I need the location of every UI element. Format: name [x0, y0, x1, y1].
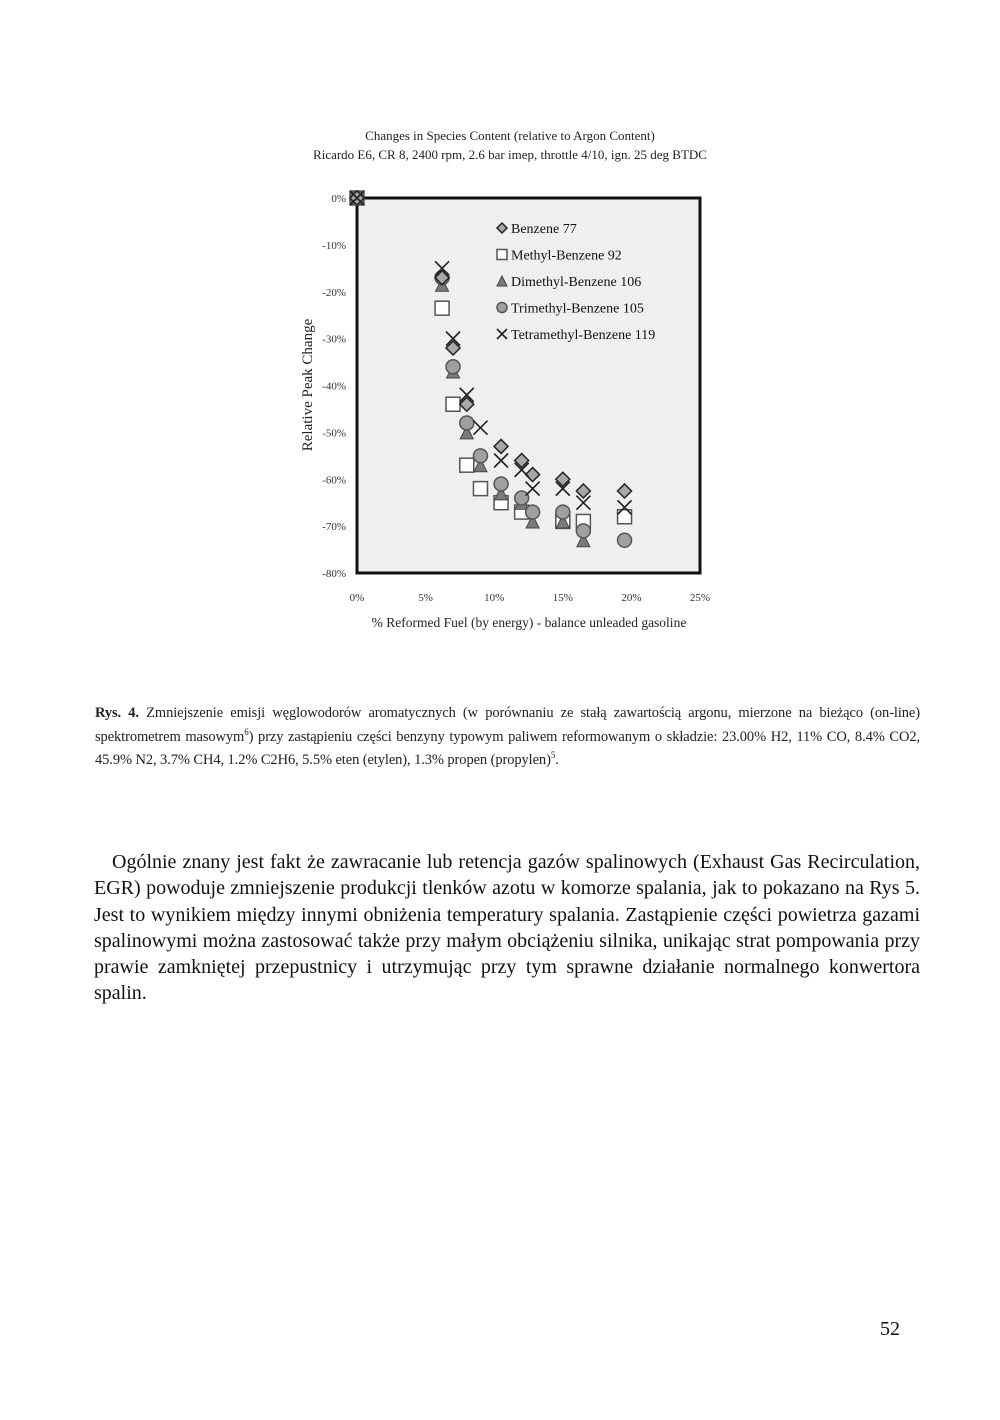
caption-text-3: . [555, 751, 559, 768]
y-tick-label: -40% [322, 380, 346, 393]
legend-marker-circle [497, 303, 507, 313]
y-tick-label: -80% [322, 568, 346, 580]
data-point-square [446, 397, 460, 411]
data-point-circle [446, 360, 460, 374]
figure-title-line2: Ricardo E6, CR 8, 2400 rpm, 2.6 bar imep, throttle 4/10, ign. 25 deg BTDC [313, 147, 707, 162]
x-axis-ticks [350, 592, 710, 604]
figure-caption [95, 704, 920, 769]
page-number: 52 [880, 1318, 900, 1340]
legend-label: Tetramethyl-Benzene 119 [511, 328, 656, 343]
data-point-circle [618, 533, 632, 547]
x-tick-label: 5% [418, 592, 433, 604]
legend-label: Benzene 77 [511, 222, 577, 237]
body-paragraph: Ogólnie znany jest fakt że zawracanie lub retencja gazów spalinowych (Exhaust Gas Recirculation, EGR) powoduje zmniejszenie produkcji tlenków azotu w komorze spalania, jak to pokazano na Rys 5. Jest to wynikiem między innymi obniżenia temperatury spalania. Zastąpienie części powietrza gazami spalinowymi można zastosować także przy małym obciążeniu silnika, unikając strat pompowania przy prawie zamkniętej przepustnicy i utrzymując przy tym sprawne działanie normalnego konwertora spalin. [94, 851, 920, 1005]
data-point-square [435, 301, 449, 315]
y-tick-label: 0% [331, 193, 346, 205]
data-point-circle [526, 505, 540, 519]
data-point-square [460, 458, 474, 472]
x-axis-label: % Reformed Fuel (by energy) - balance unleaded gasoline [371, 615, 687, 630]
x-tick-label: 20% [621, 592, 642, 604]
legend-marker-square [497, 250, 507, 260]
y-tick-label: -20% [322, 286, 346, 299]
legend-label: Methyl-Benzene 92 [511, 248, 622, 264]
figure-title-line1: Changes in Species Content (relative to Argon Content) [365, 128, 655, 143]
caption-ref-1: 6 [244, 726, 249, 737]
legend-label: Dimethyl-Benzene 106 [511, 275, 642, 290]
y-axis-label: Relative Peak Change [300, 318, 316, 452]
y-axis-ticks [322, 193, 346, 580]
x-tick-label: 15% [552, 592, 573, 604]
x-tick-label: 25% [689, 592, 711, 604]
x-tick-label: 10% [484, 592, 505, 604]
y-tick-label: -50% [322, 427, 346, 440]
y-tick-label: -30% [322, 333, 346, 346]
y-tick-label: -10% [322, 239, 346, 252]
data-point-circle [494, 477, 508, 491]
data-point-circle [556, 505, 570, 519]
legend-label: Trimethyl-Benzene 105 [511, 301, 644, 317]
caption-ref-2: 5 [550, 749, 556, 760]
data-point-circle [460, 416, 474, 430]
data-point-circle [473, 449, 487, 463]
data-point-circle [576, 524, 590, 538]
y-tick-label: -60% [322, 474, 346, 487]
x-tick-label: 0% [349, 592, 365, 604]
caption-text-2: ) przy zastąpieniu części benzyny typowym paliwem reformowanym o składzie: 23.00% H2, 11% CO, 8.4% CO2, 45.9% N2, 3.7% CH4, 1.2% C2H6, 5.5% eten (etylen), 1.3% propen (propylen) [95, 728, 921, 768]
scatter-chart [0, 0, 1000, 660]
data-point-circle [515, 491, 529, 505]
caption-label: Rys. 4. [95, 705, 139, 721]
y-tick-label: -70% [322, 521, 346, 534]
data-point-square [473, 482, 487, 496]
caption-text: Zmniejszenie emisji węglowodorów aromatycznych (w porównaniu ze stałą zawartością argonu, mierzone na bieżąco (on-line) spektrometrem masowym [95, 705, 920, 745]
